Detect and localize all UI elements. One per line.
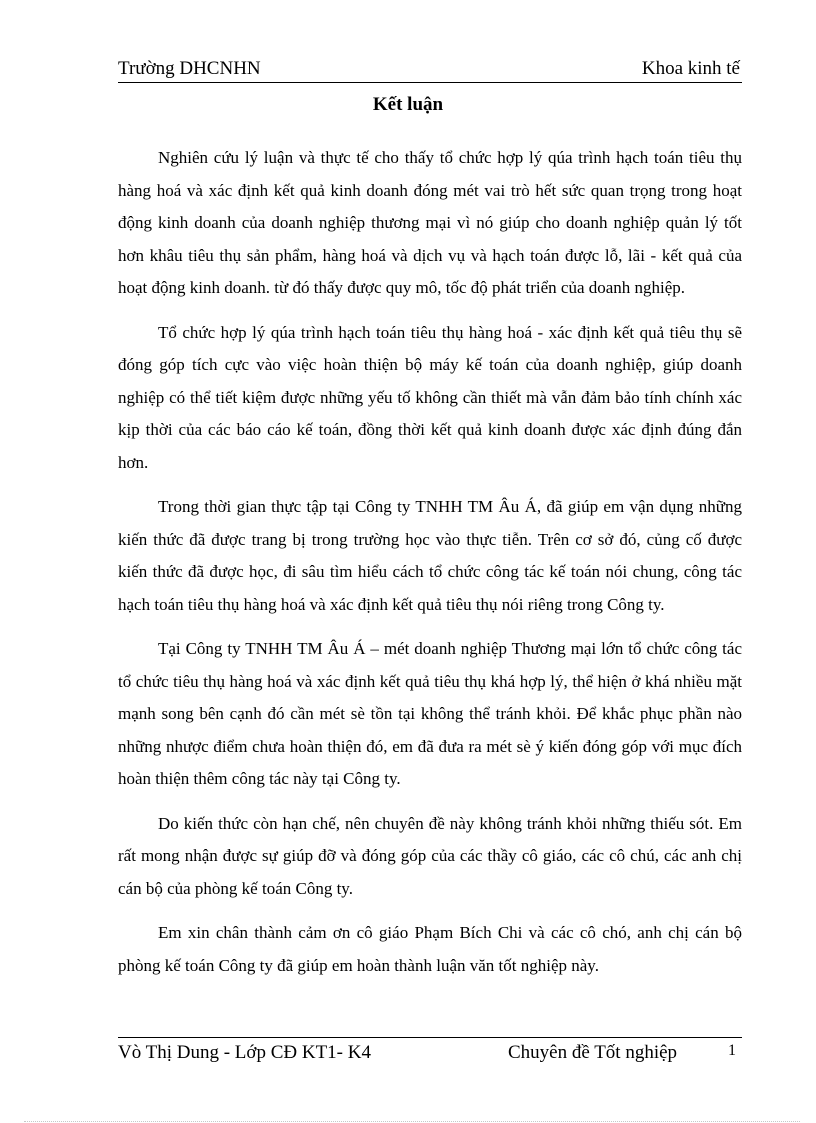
- document-body: [118, 142, 742, 994]
- page-number: 1: [728, 1042, 736, 1059]
- footer-document-type: Chuyên đề Tốt nghiệp: [508, 1042, 678, 1063]
- paragraph: Tổ chức hợp lý qúa trình hạch toán tiêu thụ hàng hoá - xác định kết quả tiêu thụ sẽ đóng góp tích cực vào việc hoàn thiện bộ máy kế toán của doanh nghiệp, giúp doanh nghiệp có thể tiết kiệm được những yếu tố không cần thiết mà vẫn đảm bảo tính chính xác kịp thời của các báo cáo kế toán, đồng thời kết quả kinh doanh được xác định đúng đắn hơn.: [118, 322, 742, 472]
- page-bottom-edge: [24, 1121, 800, 1122]
- footer-author: Vò Thị Dung - Lớp CĐ KT1- K4: [118, 1042, 371, 1063]
- paragraph: Do kiến thức còn hạn chế, nên chuyên đề này không tránh khỏi những thiếu sót. Em rất mong nhận được sự giúp đỡ và đóng góp của các thầy cô giáo, các cô chú, các anh chị cán bộ của phòng kế toán Công ty.: [118, 813, 742, 898]
- paragraph: Em xin chân thành cảm ơn cô giáo Phạm Bích Chi và các cô chó, anh chị cán bộ phòng kế toán Công ty đã giúp em hoàn thành luận văn tốt nghiệp này.: [118, 923, 742, 975]
- page-header: [118, 58, 742, 83]
- header-school: Trường DHCNHN: [118, 58, 261, 79]
- footer-divider: [118, 1037, 742, 1038]
- paragraph: Nghiên cứu lý luận và thực tế cho thấy tổ chức hợp lý qúa trình hạch toán tiêu thụ hàng hoá và xác định kết quả kinh doanh đóng mét vai trò hết sức quan trọng trong hoạt động kinh doanh của doanh nghiệp thương mại vì nó giúp cho doanh nghiệp quản lý tốt hơn khâu tiêu thụ sản phẩm, hàng hoá và dịch vụ và hạch toán được lỗ, lãi - kết quả của hoạt động kinh doanh. từ đó thấy được quy mô, tốc độ phát triển của doanh nghiệp.: [118, 148, 742, 297]
- paragraph: Tại Công ty TNHH TM Âu Á – mét doanh nghiệp Thương mại lớn tổ chức công tác tổ chức tiêu thụ hàng hoá và xác định kết quả tiêu thụ khá hợp lý, thể hiện ở khá nhiều mặt mạnh song bên cạnh đó cần mét sè tồn tại không thể tránh khỏi. Để khắc phục phần nào những nhược điểm chưa hoàn thiện đó, em đã đưa ra mét sè ý kiến đóng góp với mục đích hoàn thiện thêm công tác này tại Công ty.: [118, 639, 742, 788]
- page-footer: [118, 1042, 742, 1068]
- paragraph: Trong thời gian thực tập tại Công ty TNHH TM Âu Á, đã giúp em vận dụng những kiến thức đã được trang bị trong trường học vào thực tiễn. Trên cơ sở đó, củng cố được kiến thức đã được học, đi sâu tìm hiểu cách tổ chức công tác kế toán nói chung, công tác hạch toán tiêu thụ hàng hoá và xác định kết quả tiêu thụ nói riêng trong Công ty.: [118, 497, 742, 614]
- document-title: Kết luận: [372, 94, 444, 115]
- header-faculty: Khoa kinh tế: [641, 58, 740, 79]
